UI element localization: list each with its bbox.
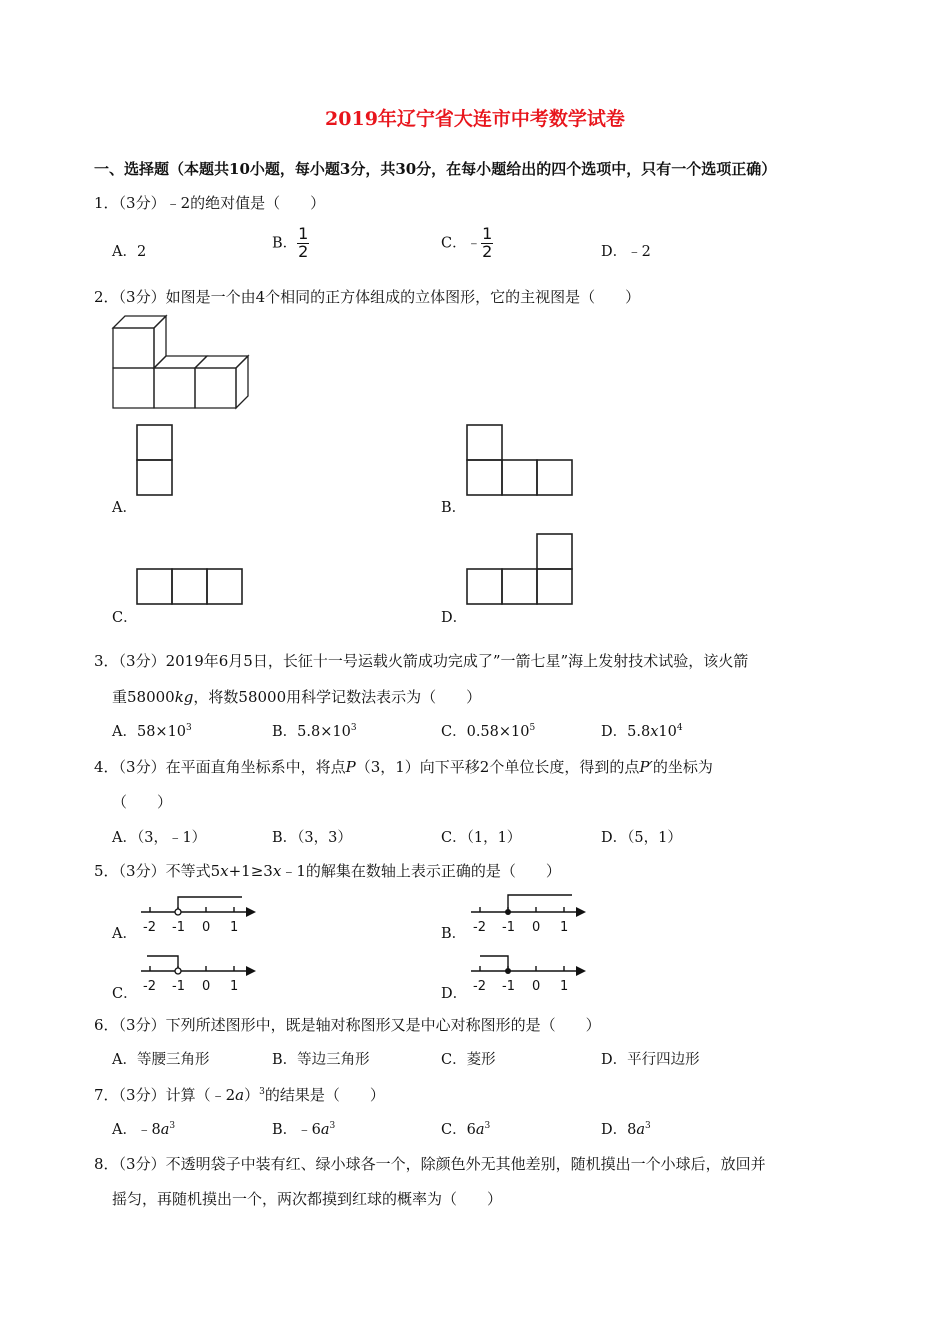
question-5-option-d: D． (441, 986, 468, 1002)
tick-label: -2 (473, 920, 486, 935)
question-7-option-b: B．$﹣6a^3$ (272, 1121, 336, 1138)
question-1-option-d: D．﹣2 (601, 244, 651, 260)
question-3-line-2: 重58000kg，将数58000用科学记数法表示为（ ） (112, 688, 482, 706)
question-4-option-b: B．（3，3） (272, 830, 352, 846)
tick-label: 0 (532, 979, 541, 994)
question-7-option-a: A．$﹣8a^3$ (112, 1121, 176, 1138)
question-3-line-1: 3．（3分）2019年6月5日，长征十一号运载火箭成功完成了”一箭七星”海上发射技术试验，该火箭 (94, 652, 749, 670)
question-7-option-c: C．$6a^3$ (441, 1121, 491, 1138)
question-1-stem: 1．（3分）﹣2的绝对值是（ ） (94, 194, 326, 212)
question-6-option-a: A．等腰三角形 (112, 1052, 210, 1068)
tick-label: 1 (230, 979, 239, 994)
tick-label: -2 (143, 979, 156, 994)
question-1-option-b (272, 226, 309, 261)
question-4-option-c: C．（1，1） (441, 830, 522, 846)
tick-label: -1 (502, 979, 515, 994)
option-c-label: C．﹣ (441, 235, 482, 252)
question-6-option-b: B．等边三角形 (272, 1052, 370, 1068)
tick-label: 1 (560, 920, 569, 935)
question-1-option-c (441, 226, 493, 261)
question-1-option-a: A．2 (112, 244, 147, 260)
question-7-stem: 7．（3分）计算（﹣2a）$^3$的结果是（ ） (94, 1086, 385, 1104)
tick-label: 0 (532, 920, 541, 935)
tick-label: -2 (143, 920, 156, 935)
question-2-option-d: D． (441, 610, 468, 626)
question-2-option-a: A． (112, 500, 137, 516)
tick-label: -2 (473, 979, 486, 994)
question-6-stem: 6．（3分）下列所述图形中，既是轴对称图形又是中心对称图形的是（ ） (94, 1016, 601, 1034)
tick-label: 0 (202, 979, 211, 994)
question-3-option-a: A．$58\times 10^3$ (112, 723, 192, 740)
question-5-option-c: C． (112, 986, 138, 1002)
question-2-stem: 2．（3分）如图是一个由4个相同的正方体组成的立体图形，它的主视图是（ ） (94, 288, 641, 306)
page-title: 2019年辽宁省大连市中考数学试卷 (325, 108, 625, 130)
option-b-label: B． (272, 235, 298, 252)
tick-label: -1 (502, 920, 515, 935)
tick-label: -1 (172, 920, 185, 935)
question-3-option-b: B．$5.8\times 10^3$ (272, 723, 357, 740)
question-6-option-c: C．菱形 (441, 1052, 496, 1068)
question-4-line-2: （ ） (112, 793, 173, 811)
question-5-option-b: B． (441, 926, 467, 942)
tick-label: -1 (172, 979, 185, 994)
question-4-option-d: D．（5，1） (601, 830, 682, 846)
tick-label: 1 (560, 979, 569, 994)
question-5-option-a: A． (112, 926, 137, 942)
question-7-option-d: D．$8a^3$ (601, 1121, 651, 1138)
tick-label: 0 (202, 920, 211, 935)
question-4-line-1: 4．（3分）在平面直角坐标系中，将点P（3，1）向下平移2个单位长度，得到的点P′的坐标为 (94, 758, 713, 776)
question-4-option-a: A．（3，﹣1） (112, 830, 207, 846)
fraction-one-half: $\frac{1}{2}$ (298, 224, 309, 261)
section-heading: 一、选择题（本题共10小题，每小题3分，共30分，在每小题给出的四个选项中，只有一个选项正确） (94, 160, 777, 178)
tick-label: 1 (230, 920, 239, 935)
question-6-option-d: D．平行四边形 (601, 1052, 700, 1068)
question-8-line-1: 8．（3分）不透明袋子中装有红、绿小球各一个，除颜色外无其他差别，随机摸出一个小球后，放回并 (94, 1155, 766, 1173)
question-5-stem: 5．（3分）不等式5x+1≥3x﹣1的解集在数轴上表示正确的是（ ） (94, 862, 561, 880)
question-2-option-b: B． (441, 500, 467, 516)
question-8-line-2: 摇匀，再随机摸出一个，两次都摸到红球的概率为（ ） (112, 1190, 503, 1208)
fraction-one-half: $\frac{1}{2}$ (482, 224, 493, 261)
question-3-option-d: D．$5.8x10^4$ (601, 723, 683, 740)
question-2-option-c: C． (112, 610, 138, 626)
question-3-option-c: C．$0.58\times 10^5$ (441, 723, 536, 740)
